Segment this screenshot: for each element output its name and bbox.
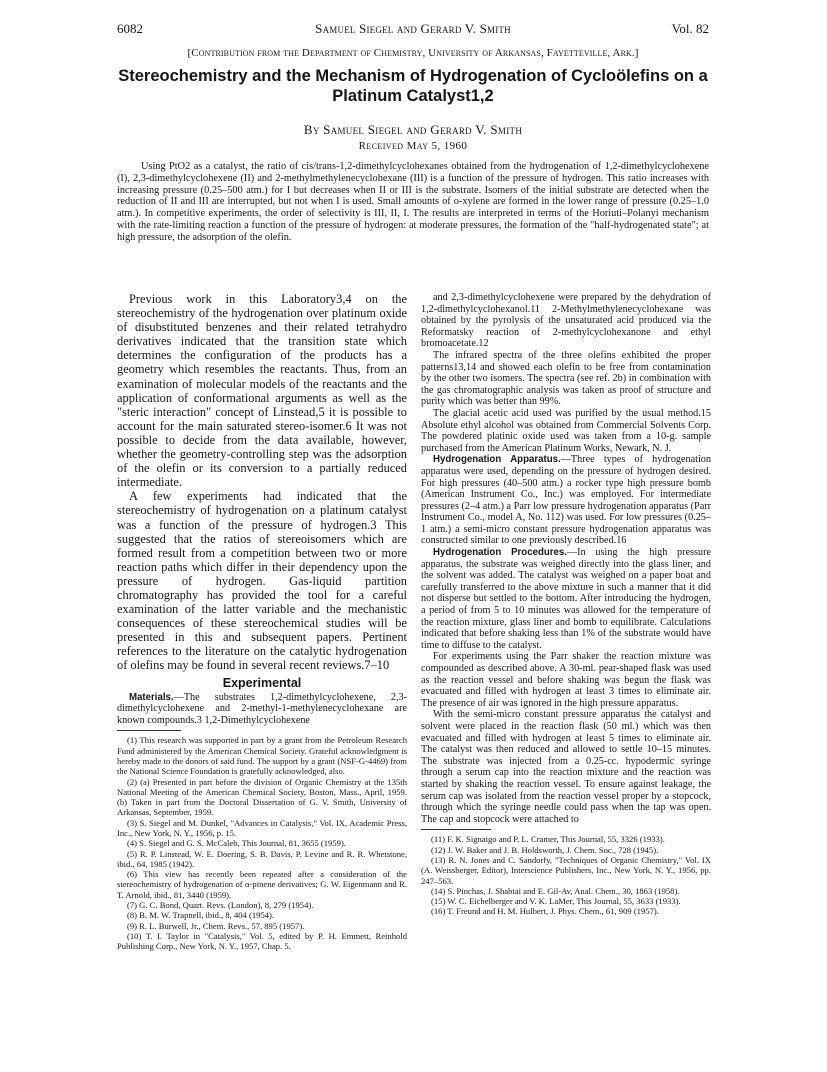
footnote: (12) J. W. Baker and J. B. Holdsworth, J. Chem. Soc., 728 (1945). [431, 844, 659, 855]
intro-paragraph: A few experiments had indicated that the stereochemistry of hydrogenation on a platinum catalyst was a function of the pressure of hydrogen.3 This suggested that the ratios of stereoisomers which are formed result from a competition between two or more reaction paths which differ in their dependency upon the pressure of hydrogen. Gas-liquid partition chromatography has provided the tool for a careful examination of the latter variable and the mechanistic consequences of these stereochemical studies will be presented in this and subsequent papers. Pertinent references to the literature on the catalytic hydrogenation of olefins may be found in several recent reviews.7–10 [117, 489, 407, 673]
page-number: 6082 [117, 21, 143, 36]
body-paragraph: For experiments using the Parr shaker the reaction mixture was compounded as described above. A 30-ml. pear-shaped flask was used as the reaction vessel and before shaking was begun the flask was evacuated and filled with hydrogen at least 3 times to eliminate air. The presence of air was ignored in the high pressure apparatus. [421, 651, 711, 709]
materials-paragraph [117, 692, 407, 727]
left-column [117, 292, 407, 952]
body-paragraph: and 2,3-dimethylcyclohexene were prepared by the dehydration of 1,2-dimethylcyclohexanol.11 2-Methylmethylenecyclohexane was obtained by the pyrolysis of the unsaturated acid produced via the Reformatsky reaction of 2-methylcyclohexanone and ethyl bromoacetate.12 [421, 292, 711, 350]
right-column [421, 292, 711, 917]
received-date: Received May 5, 1960 [358, 140, 468, 152]
page-header [117, 21, 709, 37]
article-title: Stereochemistry and the Mechanism of Hydrogenation of Cycloölefins on a Platinum Catalyst1,2 [118, 67, 708, 105]
run-in-heading: Materials. [129, 691, 174, 703]
footnote-divider [421, 829, 491, 830]
footnote: (3) S. Siegel and M. Dunkel, "Advances in Catalysis," Vol. IX, Academic Press, Inc., New York, N. Y., 1956, p. 15. [117, 817, 407, 838]
footnote: (6) This view has recently been repeated after a consideration of the stereochemistry of hydrogenation of α-pinene derivatives; G. W. Eigenmann and R. T. Arnold, ibid., 81, 3440 (1959). [117, 869, 407, 900]
footnotes-right [421, 829, 711, 916]
footnote: (11) F. K. Signaigo and P. L. Cramer, This Journal, 55, 3326 (1933). [431, 834, 665, 845]
running-head: Samuel Siegel and Gerard V. Smith [315, 21, 511, 36]
intro-paragraph: Previous work in this Laboratory3,4 on the stereochemistry of the hydrogenation over platinum oxide of disubstituted benzenes and their related tetrahydro derivatives indicated that the transition state which determines the configuration of the products has a geometry which resembles the reactants. Thus, from an examination of molecular models of the reactants and the application of conformational arguments as well as the "steric interaction" concept of Linstead,5 it is possible to account for the main saturated stereo-isomer.6 It was not possible to decide from the data available, however, whether the geometry-controlling step was the adsorption of the olefin or its conversion to a partially reduced intermediate. [117, 292, 407, 490]
footnote: (14) S. Pinchas, J. Shabtai and E. Gil-Av, Anal. Chem., 30, 1863 (1958). [431, 885, 680, 896]
footnote: (8) B. M. W. Trapnell, ibid., 8, 404 (1954). [127, 910, 275, 921]
introduction [117, 292, 407, 673]
footnote: (15) W. C. Eichelberger and V. K. LaMer, This Journal, 55, 3633 (1933). [431, 896, 681, 907]
footnote: (7) G. C. Bond, Quart. Revs. (London), 8, 279 (1954). [127, 900, 314, 911]
footnote: (4) S. Siegel and G. S. McCaleb, This Journal, 81, 3655 (1959). [127, 838, 346, 849]
contribution-line: [Contribution from the Department of Chemistry, University of Arkansas, Fayetteville, Ark.] [187, 47, 639, 59]
run-in-heading: Hydrogenation Procedures. [433, 547, 567, 559]
experimental-body [421, 292, 711, 825]
body-paragraph: With the semi-micro constant pressure apparatus the catalyst and solvent were placed in the reaction flask (50 ml.) which was then evacuated and filled with hydrogen at least 5 times to eliminate air. The catalyst was then reduced and allowed to settle 10–15 minutes. The substrate was injected from a 0.25-cc. hypodermic syringe through a serum cap into the reaction mixture and the reaction was started by shaking the reaction vessel. To ensure against leakage, the serum cap was isolated from the reaction vessel proper by a stopcock, through which the syringe needle could pass when the tap was open. The cap and stopcock were attached to [421, 709, 711, 825]
paragraph-text: —In using the high pressure apparatus, the substrate was weighed directly into the glass liner, and the solvent was added. The catalyst was weighed on a paper boat and carefully transferred to the above mixture in such a manner that it did not disperse but settled to the bottom. After introducing the hydrogen, a period of from 5 to 10 minutes was allowed for the temperature of the reaction mixture, glass liner and bomb to equilibrate. Calculations indicated that before shaking less than 1% of the substrate would have time to diffuse to the catalyst. [421, 547, 711, 651]
body-paragraph: The glacial acetic acid used was purified by the usual method.15 Absolute ethyl alcohol was obtained from Commercial Solvents Corp. The powdered platinic oxide used was taken from a 10-g. sample purchased from the American Platinum Works, Newark, N. J. [421, 407, 711, 454]
footnote: (10) T. I. Taylor in "Catalysis," Vol. 5, edited by P. H. Emmett, Reinhold Publishing Corp., New York, N. Y., 1957, Chap. 5. [117, 930, 407, 952]
footnote: (5) R. P. Linstead, W. E. Doering, S. B. Davis, P. Levine and R. R. Whetstone, ibid., 64, 1985 (1942). [117, 848, 407, 869]
footnote: (16) T. Freund and H. M. Hulbert, J. Phys. Chem., 61, 909 (1957). [431, 906, 659, 917]
footnote-divider [117, 730, 181, 731]
footnotes-left [117, 735, 407, 951]
volume-number: Vol. 82 [671, 21, 709, 36]
materials-section [117, 692, 407, 727]
apparatus-paragraph [421, 454, 711, 547]
footnote: (1) This research was supported in part by a grant from the Petroleum Research Fund administered by the American Chemical Society. Grateful acknowledgment is hereby made to the donors of said fund. The support by a grant (NSF-G-4469) from the National Science Foundation is gratefully acknowledged, also. [117, 735, 407, 777]
section-heading-experimental: Experimental [222, 675, 302, 690]
footnote: (13) R. N. Jones and C. Sandorfy, "Techniques of Organic Chemistry," Vol. IX (A. Weissberger, Editor), Interscience Publishers, Inc., New York, N. Y., 1956, pp. 247–563. [421, 854, 711, 886]
footnote: (2) (a) Presented in part before the division of Organic Chemistry at the 135th National Meeting of the American Chemical Society, Boston, Mass., April, 1959. (b) Taken in part from the Doctoral Dissertation of G. V. Smith, University of Arkansas, September, 1959. [117, 776, 407, 818]
body-paragraph: The infrared spectra of the three olefins exhibited the proper patterns13,14 and showed each olefin to be free from contamination by the other two isomers. The spectra (see ref. 2b) in combination with the gas chromatographic analysis was taken as proof of structure and purity which was better than 99%. [421, 349, 711, 408]
paragraph-text: —The substrates 1,2-dimethylcyclohexene, 2,3-dimethylcyclohexene and 2-methyl-1-methylenecyclohexane are known compounds.3 1,2-Dimethylcyclohexene [117, 691, 407, 726]
abstract: Using PtO2 as a catalyst, the ratio of cis/trans-1,2-dimethylcyclohexanes obtained from the hydrogenation of 1,2-dimethylcyclohexene (I), 2,3-dimethylcyclohexene (II) and 2-methylmethylenecyclohexane (III) is a function of the pressure of hydrogen. This ratio increases with increasing pressure (0.25–500 atm.) for I but decreases when II or III is the substrate. Isomers of the initial substrate are detected when the reduction of II and III are interrupted, but not when I is used. Small amounts of o-xylene are formed in the lower range of pressure (0.25–1.0 atm.). In competitive experiments, the order of selectivity is III, II, I. The results are interpreted in terms of the Horiuti–Polanyi mechanism with the rate-limiting reaction a function of the pressure of hydrogen: at moderate pressures, the formation of the "half-hydrogenated state"; at high pressure, the adsorption of the olefin. [117, 161, 709, 243]
run-in-heading: Hydrogenation Apparatus. [433, 454, 561, 466]
procedures-paragraph [421, 547, 711, 651]
paragraph-text: —Three types of hydrogenation apparatus were used, depending on the pressure of hydrogen desired. For high pressures (40–500 atm.) a rocker type high pressure bomb (American Instrument Co., Inc.) was employed. For intermediate pressures (2–4 atm.) a Parr low pressure hydrogenation apparatus (Parr Instrument Co., model A, No. 112) was used. For low pressures (0.25–1 atm.) a semi-micro constant pressure hydrogenation apparatus was constructed similar to one previously described.16 [421, 454, 711, 547]
footnote: (9) R. L. Burwell, Jr., Chem. Revs., 57, 895 (1957). [127, 920, 305, 931]
author-line: By Samuel Siegel and Gerard V. Smith [303, 122, 523, 137]
